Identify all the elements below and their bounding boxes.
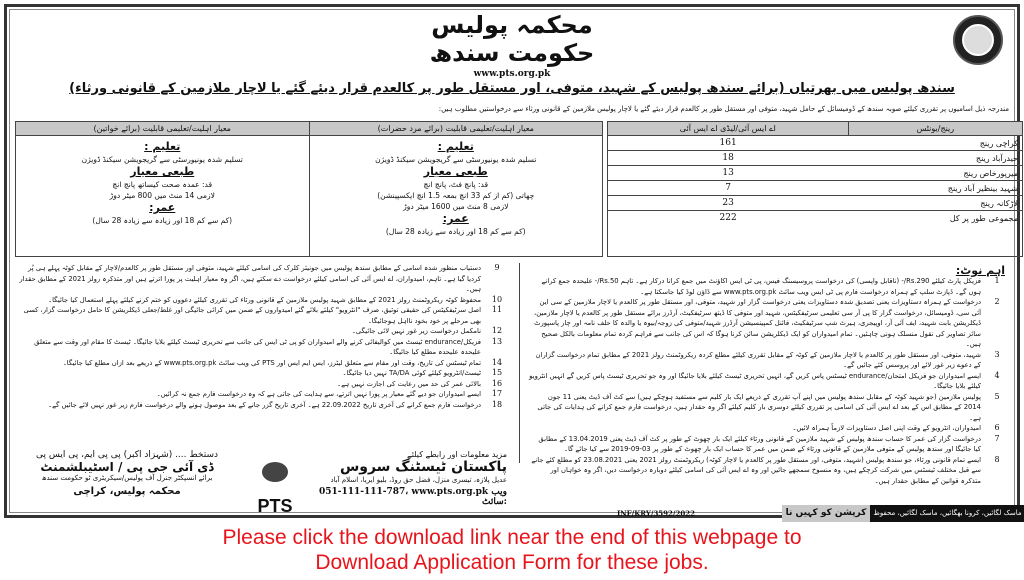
department-title: محکمہ پولیس [431,11,593,39]
note-text: ایسے تمام قانونی ورثاء، جو سندھ پولیس (شہید، متوفی، اور مستقل طور پر کالعدم یا لاچار کوٹہ) ریکروٹمنٹ رولز 2021 یعنی 23.08.2021 کو مطلع کئے جانے سے قبل مختلف ٹیسٹس میں شرکت کرچکے ہیں، وہ منسوخ سمجھے جائیں اور وہ اے ایس آئی کی اسامی کیلئے دوبارہ درخواست دیں، اگر وہ خواہاں اور متذکرہ قوانین کے مطابق حقدار ہیں۔ [531,455,981,485]
reference-number: INF/KRY/3592/2022 [617,509,695,518]
notes-title: اہم نوٹ: [955,264,1005,277]
note-item [19,389,505,400]
height-text: قد: عمدہ صحت کیساتھ پانچ انچ [112,180,213,189]
education-heading: تعلیم : [144,140,181,153]
note-number: 11 [491,305,503,314]
run-text: لازمی 14 منٹ میں 800 میٹر دوڑ [109,191,215,200]
note-item [529,276,1005,297]
note-number: 6 [994,423,1000,432]
post-count: 161 [608,136,849,151]
height-text: قد: پانچ فٹ، پانچ انچ [423,180,489,189]
note-number: 10 [491,294,503,304]
note-text: درخواست گزار کی عمر کا حساب سندھ پولیس کے شہید ملازمین کے قانونی ورثاء کیلئے ایک بار چھوٹ کے طور پر کٹ آف ڈیٹ یعنی 13.04.2019 کے مطابق کیا جائیگا اور سندھ پولیس کے متوفی ملازمین کے قانونی ورثاء کے ضمن میں عمر کا حساب ایک بار چھوٹ کے طور پر 03-09-2019 سے کیا جائے گا۔ [538,434,981,453]
globe-icon [262,462,288,482]
note-item [19,326,505,337]
note-item [19,263,505,295]
note-number: 7 [994,433,1000,443]
physical-heading: طبعی معیار [423,165,488,178]
column-divider [519,263,520,463]
anti-corruption-slogan: کرپشن کو کہیں نا [782,505,870,522]
male-qualification-header: معیار اہلیت/تعلیمی قابلیت (برائے مرد حضرات) [309,122,603,136]
education-text: تسلیم شدہ یونیورسٹی سے گریجویشن سیکنڈ ڈویژن [81,155,243,164]
government-title: حکومت سندھ [429,39,595,67]
notes-right-column [529,276,1005,486]
note-item [19,358,505,369]
signatory-sub: برائے انسپکٹر جنرل آف پولیس/سیکریٹری ٹو حکومت سندھ [41,474,213,482]
contact-phone-website[interactable]: 051-111-111-787، www.pts.org.pk [318,487,489,497]
notes-left-column [19,263,505,410]
note-number: 5 [994,391,1000,401]
post-count: 13 [608,166,849,181]
contact-org-name: پاکستان ٹیسٹنگ سروس [339,459,507,475]
note-text: دستیاب منظور شدہ اسامی کے مطابق سندھ پولیس میں جونیئر کلرک کی اسامی کیلئے شہید، متوفی اور مستقل طور پر کالعدم/لاچار کے مقابل کوٹہ پہلے ہی پُر کردیا گیا ہے۔ تاہم، امیدواران، اے ایس آئی کی اسامی کیلئے درخواست دے سکتے ہیں، اگر وہ معیار اہلیت پر پورا اترتے ہیں اور متذکرہ رولز 2021 کے مطابق حقدار ہیں۔ [19,264,481,293]
note-item [529,350,1005,371]
female-qualification-header: معیار اہلیت/تعلیمی قابلیت (برائے خواتین) [16,122,310,136]
note-text: ٹیسٹ/انٹرویو کیلئے کوئی TA/DA نہیں دیا جائیگا۔ [342,369,481,377]
note-text: اصل سرٹیفکیٹس کی حقیقی توثیق، صرف "انٹرویو" کیلئے بلائے گئے امیدواروں کے ضمن میں کرائی جائیگی اور غلط/جعلی ڈیکلریشن کا حامل درخواست گزار، کسی بھی مرحلے پر خود بخود نااہل ہوجائیگا۔ [23,306,481,325]
note-number: 14 [491,357,503,367]
note-text: پولیس ملازمین (جو شہید کوٹہ کے مقابل سندھ پولیس میں اپنے آپ تقرری کے ذریعے ایک بار کلیم سے مستفید ہوچکے ہیں) سے کٹ آف ڈیٹ یعنی 11 جون 2014 کے مطابق اس کے بعد اے ایس آئی کی اسامی پر تقرری کیلئے دوسری بار کلیم کیلئے اگر وہ حقدار ہیں، درخواست فارم جمع کرانے کی ہدایات کی جاتی ہے۔ [537,392,981,422]
cta-line-2: Download Application Form for these jobs. [315,551,709,574]
post-count-total: 222 [608,211,849,226]
note-text: درخواست فارم جمع کرانے کی آخری تاریخ 22.09.2022 ہے۔ آخری تاریخ گزر جانے کے بعد موصول ہونے والے درخواست فارم زیر غور نہیں لائے جائیں گے۔ [48,400,481,409]
note-text: فزیکل پارٹ کیلئے Rs.290/- (ناقابل واپسی) کی درخواست پروسیسنگ فیس، پی ٹی ایس اکاؤنٹ میں جمع کرانا درکار ہے۔ تاہم Rs.50/- علیحدہ جمع کرانے ہوں گے۔ ڈپازٹ سلپ کے ہمراہ درخواست فارم پی ٹی ایس ویب سائٹ www.pts.org.pk سے ڈاؤن لوڈ کیا جاسکتا ہے۔ [541,277,981,296]
note-item [529,423,1005,434]
note-item [529,371,1005,392]
note-text: فزیکل/endurance ٹیسٹ میں کوالیفائی کرنے والے امیدواران کو پی ٹی ایس کی جانب سے تحریری ٹیسٹ کیلئے بلایا جائیگا۔ ٹیسٹ کا مقام اور وقت سے متعلق علیحدہ علیحدہ مطلع کیا جائیگا۔ [34,337,481,356]
contact-label: مزید معلومات اور رابطے کیلئے [407,450,507,459]
note-item [19,305,505,326]
signatory-office: محکمہ پولیس، کراچی [73,486,181,497]
intro-text: مندرجہ ذیل اسامیوں پر تقرری کیلئے صوبہ سندھ کے ڈومیسائل کے حامل شہید، متوفی اور مستقل طور پر کالعدم قرار دیئے گئے یا لاچار پولیس ملازمین کے قانونی ورثاء سے درخواستیں مطلوب ہیں: [438,105,1009,113]
contact-web-label: ویب سائٹ: [482,487,507,507]
job-advertisement [4,4,1022,534]
run-text: لازمی 8 منٹ میں 1600 میٹر دوڑ [403,202,509,211]
education-heading: تعلیم : [437,140,474,153]
contact-address: عدیل پلازہ، تیسری منزل، فضل حق روڈ، بلیو ایریا، اسلام آباد [330,476,507,484]
note-number: 16 [491,378,503,388]
note-text: تمام ٹیسٹس کی تاریخ، وقت اور مقام سے متعلق لیٹرز، ایس ایم ایس اور PTS کی ویب سائٹ www.pts.org.pk کے ذریعے بعد ازاں مطلع کیا جائیگا۔ [62,358,481,367]
post-count: 18 [608,151,849,166]
table-row [608,151,1023,166]
note-item [19,400,505,411]
region-name: حیدرآباد رینج [848,151,1022,166]
age-heading: عمر: [442,212,469,225]
note-item [19,337,505,358]
contact-web [297,487,507,507]
cta-line-1: Please click the download link near the end of this webpage to [222,526,802,549]
education-text: تسلیم شدہ یونیورسٹی سے گریجویشن سیکنڈ ڈویژن [375,155,537,164]
note-item [529,297,1005,350]
region-name: میرپورخاص رینج [848,166,1022,181]
note-text: شہید، متوفی، اور مستقل طور پر کالعدم یا لاچار ملازمین کے کوٹہ کے مقابل تقرری کیلئے مطلع کردہ ریکروٹمنٹ رولز 2021 کے مطابق تمام درخواست گزاران کے دعوے زیر غور لائے اور پروسس کئے جائیں گے۔ [535,350,981,369]
qualification-table [15,121,603,257]
age-text: (کم سے کم 18 اور زیادہ سے زیادہ 28 سال) [385,227,526,236]
age-text: (کم سے کم 18 اور زیادہ سے زیادہ 28 سال) [92,216,233,225]
signature-block [27,450,227,497]
note-text: نامکمل درخواست زیر غور نہیں لائی جائیگی۔ [351,327,481,335]
note-text: محفوظ کوٹہ ریکروٹمنٹ رولز 2021 کے مطابق شہید پولیس ملازمین کے قانونی ورثاء کی تقرری کیلئے دعووں کو ختم کرنے کیلئے پہلے استعمال کیا جائیگا۔ [48,295,481,304]
note-item [19,295,505,306]
ad-header [7,11,1017,96]
sindh-police-emblem-icon [953,15,1003,65]
physical-heading: طبعی معیار [130,165,195,178]
note-item [19,379,505,390]
note-number: 18 [491,399,503,409]
note-item [19,368,505,379]
table-row [608,166,1023,181]
note-number: 9 [494,263,500,272]
posts-region-header: رینج/یونٹس [848,122,1022,136]
note-text: امیدواران، انٹرویو کے وقت اپنی اصل دستاویزات لازماً ہمراہ لائیں۔ [792,424,981,432]
region-name: مجموعی طور پر کل [949,213,1018,223]
table-row [608,196,1023,211]
region-name: شہید بینظیر آباد رینج [848,181,1022,196]
note-number: 12 [491,326,503,335]
note-item [529,434,1005,455]
website-text: www.pts.org.pk [473,69,551,79]
signatory-name: دستخط .... (شہزاد اکبر) پی پی ایم، پی ایس پی [36,450,218,460]
note-text: ایسے امیدواران جو فزیکل امتحان/endurance ٹیسٹس پاس کریں گے، انہیں تحریری ٹیسٹ کیلئے بلایا جائیگا اور وہ جو تحریری ٹیسٹ پاس کریں گے انہیں انٹرویو کیلئے بلایا جائیگا۔ [529,371,981,390]
download-instruction [0,525,1024,575]
note-item [529,392,1005,424]
note-item [529,455,1005,487]
age-heading: عمر: [149,201,176,214]
signatory-title: ڈی آئی جی پی / اسٹیبلشمنٹ [40,460,214,474]
note-text: ایسے امیدواران جو دیے گئے معیار پر پورا نہیں اترتے، سے ہدایت کی جاتی ہے کہ وہ درخواست فارم جمع نہ کرائیں۔ [156,390,481,398]
note-number: 3 [994,349,1000,359]
table-row-total [608,211,1023,226]
post-count: 7 [608,181,849,196]
pts-logo [235,462,315,522]
ad-subtitle: سندھ پولیس میں بھرتیاں (برائے سندھ پولیس کے شہید، متوفی، اور مستقل طور پر کالعدم قرار دیئے گئے یا لاچار ملازمین کے قانونی ورثاء) [69,81,955,96]
note-number: 15 [491,368,503,377]
post-count: 23 [608,196,849,211]
note-text: بالائی عمر کی حد میں رعایت کی اجازت نہیں ہے۔ [337,379,481,388]
table-row [608,181,1023,196]
note-number: 1 [994,276,1000,285]
chest-text: چھاتی (کم از کم 33 انچ بمعہ 1.5 انچ ایکسپینشن) [377,191,535,200]
contact-block [297,450,507,507]
table-row [608,136,1023,151]
posts-count-header: اے ایس آئی/لیڈی اے ایس آئی [608,122,849,136]
female-criteria [16,136,310,257]
mask-slogan: ماسک لگائیں، کرونا بھگائیں، ماسک لگائیں، محفوظ رہیں [870,505,1024,522]
pts-logo-text: PTS [257,496,293,516]
note-text: درخواست کے ہمراہ دستاویزات یعنی تصدیق شدہ دستاویزات یعنی درخواست گزار اور شہید، متوفی، اور مستقل طور پر کالعدم یا لاچار ملازمین کے سی این آئی سی، ڈومیسائل، درخواست گزار کا پی آر سی تعلیمی سرٹیفکیٹس، شہید اور متوفی کا ڈیتھ سرٹیفکیٹ، آرڈرز برائے مستقل طور پر کالعدم یا لاچار ملازمین، ڈیکلریشن بابت شہید، ایف آئی آر، اوپیجری، ہیرٹ شپ سرٹیفکیٹ، فائنل کمپینسیشن آرڈرز شہید/متوفی کی زوجہ/بیوہ یا والدہ کا حلف نامہ اور چار پاسپورٹ سائز تصاویر کی نقول منسلک ہونی چاہئیں۔ تمام امیدواران کو ایک ڈیکلریشن سائن کرنا ہوگا کہ اس کی جانب سے فراہم کردہ تمام معلومات بالکل صحیح ہیں۔ [534,298,981,348]
region-name: کراچی رینج [848,136,1022,151]
note-number: 4 [994,370,1000,380]
note-number: 2 [994,297,1000,306]
male-criteria [309,136,603,257]
region-name: لاڑکانہ رینج [848,196,1022,211]
posts-table [607,121,1023,257]
note-number: 13 [491,336,503,346]
note-number: 8 [994,454,1000,464]
note-number: 17 [491,389,503,398]
